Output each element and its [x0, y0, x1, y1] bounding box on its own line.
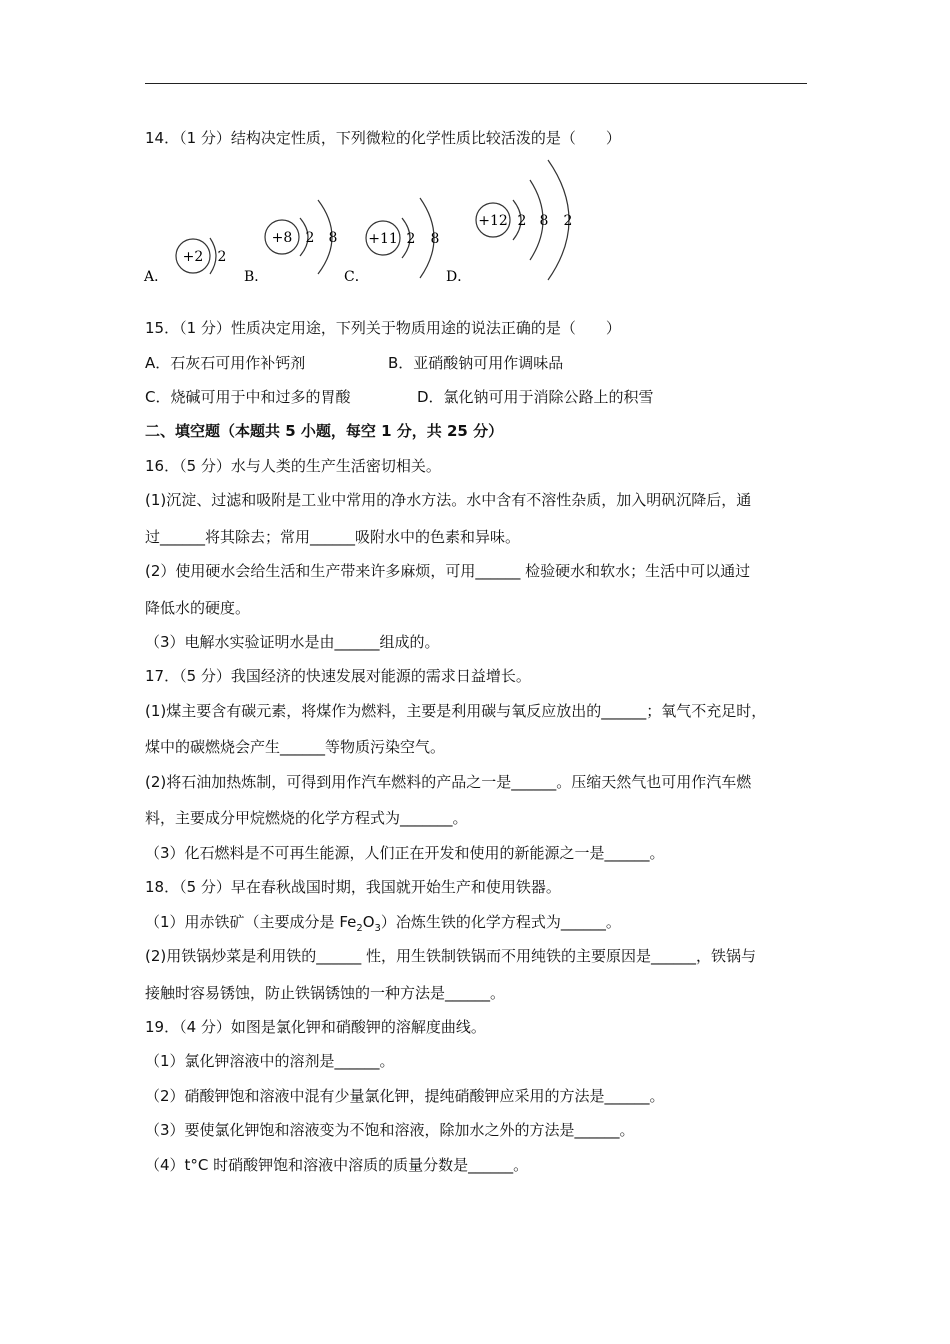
q18-part1-post: ）冶炼生铁的化学方程式为______。	[380, 913, 621, 931]
q16-part3: （3）电解水实验证明水是由______组成的。	[145, 633, 440, 651]
q18-stem: 18．（5 分）早在春秋战国时期，我国就开始生产和使用铁器。	[145, 878, 561, 896]
q17-part2-line2: 料，主要成分甲烷燃烧的化学方程式为_______。	[145, 809, 468, 827]
q18-part2-line1: (2)用铁锅炒菜是利用铁的______ 性，用生铁制铁锅而不用纯铁的主要原因是______，铁锅与	[145, 947, 757, 965]
atom-c-nucleus-charge: +11	[368, 231, 398, 247]
q14-option-a-label: A．	[144, 269, 169, 285]
atom-a	[176, 238, 226, 274]
header-rule	[145, 83, 807, 84]
q18-part1-sub1: 2	[356, 923, 363, 934]
q19-stem: 19．（4 分）如图是氯化钾和硝酸钾的溶解度曲线。	[145, 1018, 486, 1036]
q19-part1: （1）氯化钾溶液中的溶剂是______。	[145, 1052, 395, 1070]
q14-atom-diagrams	[140, 160, 600, 290]
q14-option-b-label: B．	[244, 269, 269, 285]
q19-part3: （3）要使氯化钾饱和溶液变为不饱和溶液，除加水之外的方法是______。	[145, 1121, 635, 1139]
section-heading-fill-blank: 二、填空题（本题共 5 小题，每空 1 分，共 25 分）	[145, 422, 504, 440]
q17-part1-line2: 煤中的碳燃烧会产生______等物质污染空气。	[145, 738, 446, 756]
q16-stem: 16．（5 分）水与人类的生产生活密切相关。	[145, 457, 441, 475]
q18-part2-line2: 接触时容易锈蚀，防止铁锅锈蚀的一种方法是______。	[145, 984, 506, 1002]
q16-part1-line1: (1)沉淀、过滤和吸附是工业中常用的净水方法。水中含有不溶性杂质，加入明矾沉降后，通	[145, 491, 752, 509]
q17-part3: （3）化石燃料是不可再生能源，人们正在开发和使用的新能源之一是______。	[145, 844, 665, 862]
atom-structure-diagrams	[140, 160, 600, 290]
atom-c-shell-2-count: 8	[430, 231, 440, 247]
q18-part1	[145, 912, 621, 939]
q14-option-d-label: D．	[446, 269, 472, 285]
atom-b	[265, 200, 337, 274]
atom-d-nucleus-charge: +12	[478, 213, 508, 229]
q15-stem: 15．（1 分）性质决定用途，下列关于物质用途的说法正确的是（ ）	[145, 319, 621, 337]
q19-part4: （4）t°C 时硝酸钾饱和溶液中溶质的质量分数是______。	[145, 1156, 529, 1174]
atom-c-shell-1-count: 2	[406, 231, 416, 247]
atom-d-shell-2-count: 8	[539, 213, 549, 229]
atom-b-shell-1-count: 2	[305, 230, 315, 246]
q17-part1-line1: (1)煤主要含有碳元素，将煤作为燃料，主要是利用碳与氧反应放出的______；氧气不充足时，	[145, 702, 767, 720]
q14-stem: 14．（1 分）结构决定性质，下列微粒的化学性质比较活泼的是（ ）	[145, 129, 621, 147]
q18-part1-sub2: 3	[374, 923, 381, 934]
atom-d-shell-3-count: 2	[563, 213, 573, 229]
q19-part2: （2）硝酸钾饱和溶液中混有少量氯化钾，提纯硝酸钾应采用的方法是______。	[145, 1087, 665, 1105]
q16-part2-line1: (2）使用硬水会给生活和生产带来许多麻烦，可用______ 检验硬水和软水；生活中可以通过	[145, 562, 751, 580]
atom-d	[476, 160, 572, 280]
q16-part1-line2: 过______将其除去；常用______吸附水中的色素和异味。	[145, 528, 521, 546]
atom-b-shell-2-count: 8	[328, 230, 338, 246]
q17-stem: 17．（5 分）我国经济的快速发展对能源的需求日益增长。	[145, 667, 531, 685]
q17-part2-line1: (2)将石油加热炼制，可得到用作汽车燃料的产品之一是______。压缩天然气也可用作汽车燃	[145, 773, 752, 791]
q15-option-b: B．亚硝酸钠可用作调味品	[388, 354, 564, 372]
q16-part2-line2: 降低水的硬度。	[145, 599, 251, 617]
q15-option-a: A．石灰石可用作补钙剂	[145, 354, 306, 372]
atom-a-shell-1	[210, 238, 216, 274]
atom-c	[366, 198, 439, 278]
atom-d-shell-1-count: 2	[517, 213, 527, 229]
atom-a-nucleus-charge: +2	[182, 249, 204, 265]
q18-part1-mid: O	[362, 913, 375, 931]
q15-option-c: C．烧碱可用于中和过多的胃酸	[145, 388, 351, 406]
atom-a-shell-1-count: 2	[217, 249, 227, 265]
q14-option-c-label: C．	[344, 269, 369, 285]
atom-b-nucleus-charge: +8	[271, 230, 293, 246]
q15-option-d: D．氯化钠可用于消除公路上的积雪	[417, 388, 654, 406]
q18-part1-pre: （1）用赤铁矿（主要成分是 Fe	[145, 913, 357, 931]
